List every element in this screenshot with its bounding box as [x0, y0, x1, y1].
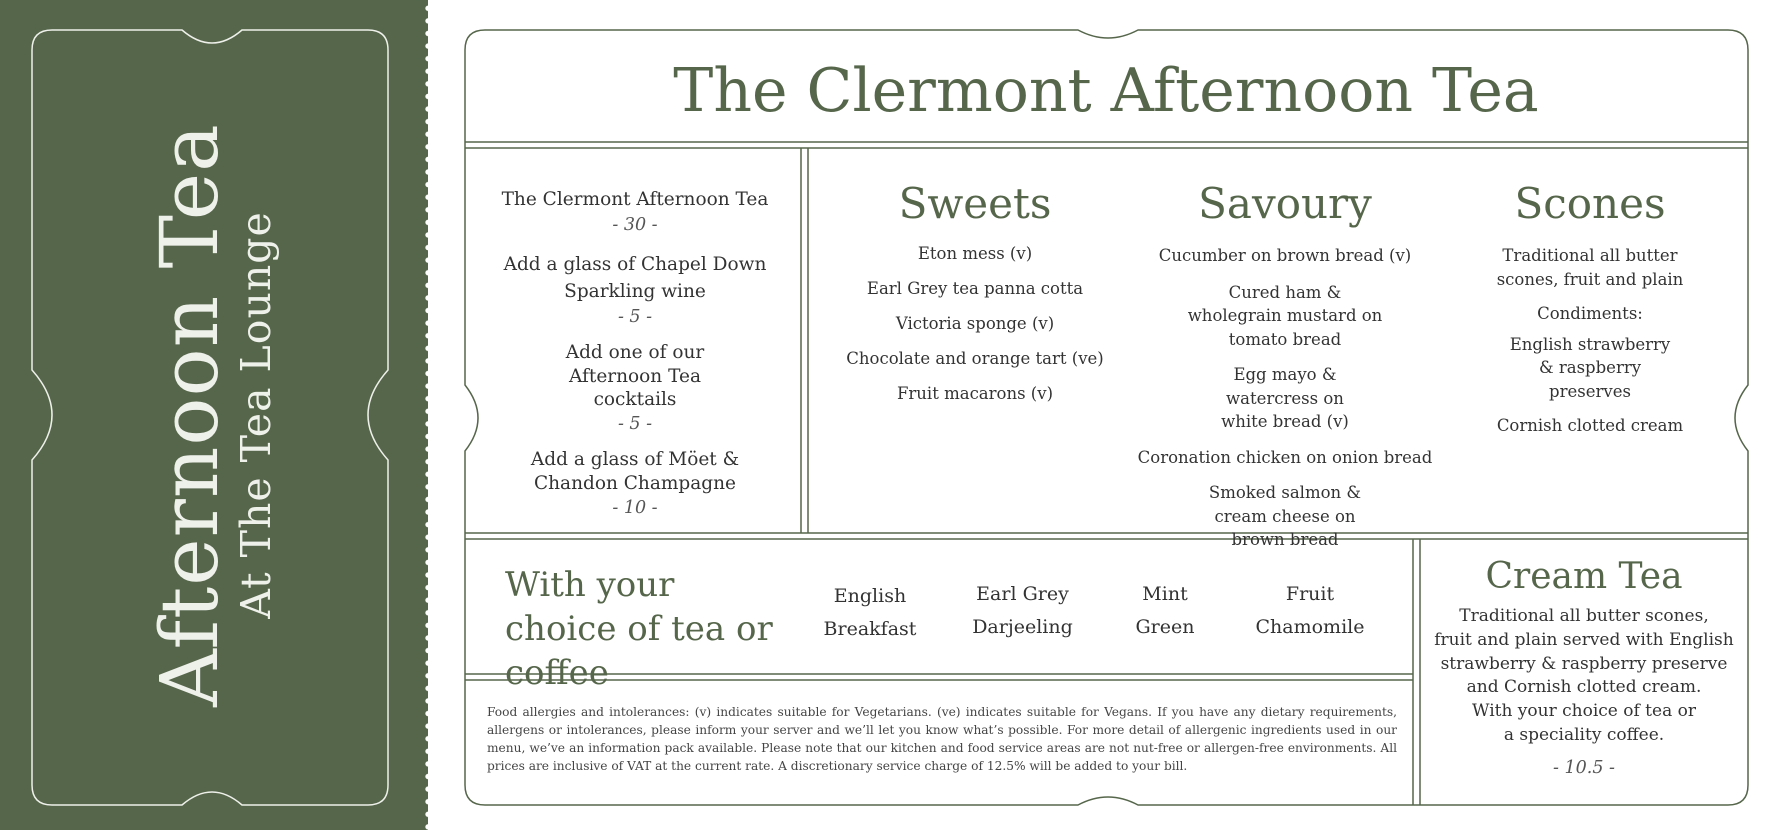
sweets-section — [835, 178, 1115, 406]
tea-option — [1120, 578, 1210, 644]
tea-option-line1: English — [833, 585, 907, 607]
menu-item: Egg mayo & watercress on white bread (v) — [1221, 365, 1349, 431]
price-label-tea: The Clermont Afternoon Tea — [501, 189, 769, 210]
menu-item: Smoked salmon & cream cheese on brown bread — [1208, 483, 1362, 549]
tea-option-line1: Mint — [1142, 583, 1188, 605]
cream-tea-line: a speciality coffee. — [1503, 724, 1665, 745]
menu-item: Earl Grey tea panna cotta — [866, 279, 1084, 298]
menu-item: Chocolate and orange tart (ve) — [846, 349, 1104, 368]
cream-tea-price: - 10.5 - — [1553, 757, 1615, 778]
tea-option-line1: Fruit — [1285, 583, 1335, 605]
tea-option-line2: Darjeeling — [972, 616, 1073, 638]
price-champagne: - 10 - — [612, 497, 658, 518]
side-title: Afternoon Tea — [143, 123, 236, 707]
menu-item: Traditional all butter scones, fruit and plain — [1496, 246, 1684, 289]
menu-item: Coronation chicken on onion bread — [1137, 447, 1433, 467]
side-subtitle: At The Tea Lounge — [232, 211, 280, 619]
menu-title: The Clermont Afternoon Tea — [673, 56, 1539, 126]
scones-heading: Scones — [1514, 179, 1666, 228]
price-cocktail: - 5 - — [617, 413, 653, 434]
menu-item: Fruit macarons (v) — [896, 384, 1054, 403]
cream-tea-line: fruit and plain served with English — [1434, 629, 1734, 650]
menu-item: Condiments: — [1537, 304, 1643, 323]
price-wine: - 5 - — [617, 307, 653, 327]
pricing-column — [475, 186, 795, 520]
cream-tea-section — [1426, 555, 1742, 780]
menu-item: Cured ham & wholegrain mustard on tomato bread — [1187, 282, 1383, 349]
menu-item: Eton mess (v) — [917, 244, 1033, 263]
allergy-notice: Food allergies and intolerances: (v) indicates suitable for Vegetarians. (ve) indicates suitable for Vegans. If you have any dietary requirements, allergens or intolerances, please inform your server and we’ll let you know what’s possible. For more detail of allergenic ingredients used in our menu, we’ve an information pack available. Please note that our kitchen and food service areas are not nut-free or allergen-free environments. All prices are inclusive of VAT at the current rate. A discretionary service charge of 12.5% will be added to your bill. — [487, 705, 1397, 773]
tea-option-line2: Breakfast — [823, 618, 917, 640]
tea-option — [955, 578, 1090, 644]
price-label-wine: Add a glass of Chapel Down Sparkling wine — [503, 254, 767, 302]
tea-option-line1: Earl Grey — [976, 583, 1069, 605]
cream-tea-heading: Cream Tea — [1485, 556, 1683, 597]
cream-tea-line: strawberry & raspberry preserve — [1440, 653, 1728, 674]
savoury-heading: Savoury — [1198, 179, 1372, 228]
price-label-champagne: Add a glass of Möet & Chandon Champagne — [530, 448, 740, 494]
cream-tea-line: and Cornish clotted cream. — [1466, 677, 1702, 698]
savoury-section — [1135, 178, 1435, 552]
tea-option — [810, 580, 930, 646]
scones-section — [1480, 178, 1700, 438]
tea-option-line2: Green — [1135, 616, 1195, 638]
cream-tea-line: Traditional all butter scones, — [1459, 606, 1709, 626]
price-tea: - 30 - — [612, 215, 658, 235]
menu-item: Cucumber on brown bread (v) — [1158, 246, 1412, 265]
drinks-heading: With your choice of tea or coffee — [505, 565, 773, 693]
menu-item: Cornish clotted cream — [1496, 416, 1684, 435]
cream-tea-line: With your choice of tea or — [1472, 701, 1696, 722]
menu-item: English strawberry & raspberry preserves — [1509, 334, 1671, 401]
tea-option — [1245, 578, 1375, 644]
price-label-cocktail: Add one of our Afternoon Tea cocktails — [565, 342, 705, 410]
menu-item: Victoria sponge (v) — [895, 314, 1055, 333]
tea-option-line2: Chamomile — [1255, 616, 1365, 638]
sweets-heading: Sweets — [898, 179, 1052, 228]
